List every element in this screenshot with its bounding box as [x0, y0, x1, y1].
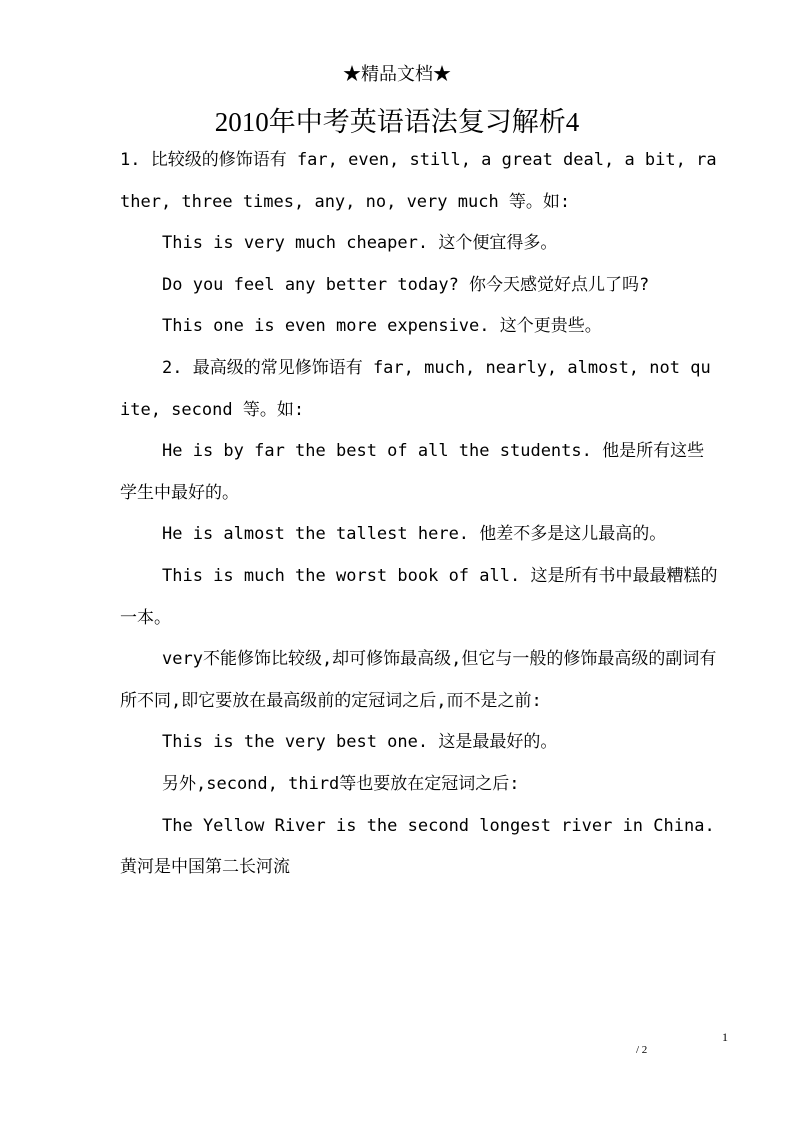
- paragraph: very不能修饰比较级,却可修饰最高级,但它与一般的修饰最高级的副词有所不同,即它要放在最高级前的定冠词之后,而不是之前:: [120, 649, 717, 711]
- page-header: ★精品文档★: [343, 64, 451, 85]
- paragraph: Do you feel any better today? 你今天感觉好点儿了吗?: [162, 274, 650, 295]
- paragraph: He is by far the best of all the students. 他是所有这些学生中最好的。: [120, 441, 705, 503]
- paragraph: This is much the worst book of all. 这是所有书中最最糟糕的一本。: [120, 565, 718, 628]
- document-body: [120, 140, 720, 889]
- paragraph: This is the very best one. 这是最最好的。: [162, 732, 558, 753]
- paragraph: 1. 比较级的修饰语有 far, even, still, a great deal, a bit, rather, three times, any, no, very much 等。如:: [120, 150, 717, 212]
- paragraph: 另外,second, third等也要放在定冠词之后:: [162, 773, 520, 794]
- page-number: 1: [722, 1030, 728, 1044]
- page-total: / 2: [636, 1044, 648, 1056]
- paragraph: 2. 最高级的常见修饰语有 far, much, nearly, almost, not quite, second 等。如:: [120, 357, 711, 420]
- paragraph: This one is even more expensive. 这个更贵些。: [162, 316, 602, 337]
- paragraph: This is very much cheaper. 这个便宜得多。: [162, 233, 558, 254]
- document-title: 2010年中考英语语法复习解析4: [214, 107, 580, 137]
- paragraph: He is almost the tallest here. 他差不多是这儿最高的。: [162, 524, 667, 545]
- paragraph: The Yellow River is the second longest river in China. 黄河是中国第二长河流: [120, 815, 715, 878]
